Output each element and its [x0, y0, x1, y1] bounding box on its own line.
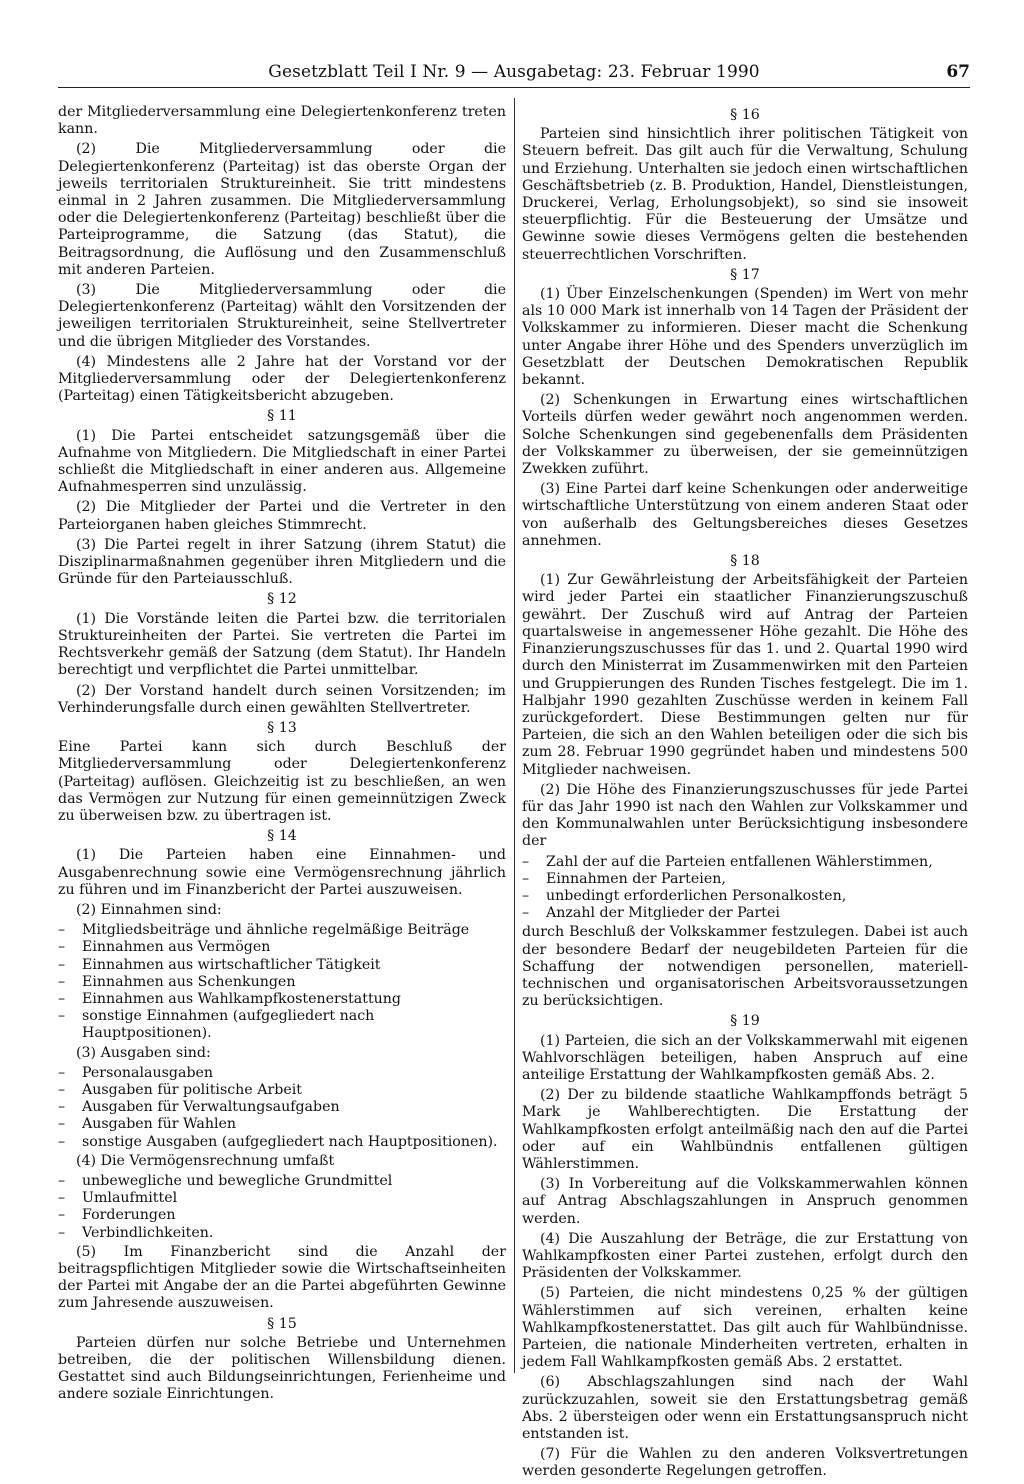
paragraph: (5) Parteien, die nicht mindestens 0,25 % der gültigen Wählerstimmen auf sich vereinen, erhalten keine Wahlkampfkostenerstattet. Das gilt auch für Wahlbündnisse. Parteien, die nationale Minderheiten vertreten, erhalten in jedem Fall Wahlkampfkosten gemäß Abs. 2 erstattet. — [522, 1285, 968, 1371]
column-divider — [514, 98, 515, 1373]
paragraph: (4) Die Auszahlung der Beträge, die zur Erstattung von Wahlkampfkosten einer Partei zustehen, erfolgt durch den Präsidenten der Volkskammer. — [522, 1230, 968, 1282]
list-item: – Personalausgaben — [58, 1065, 506, 1082]
assets-list — [58, 1173, 506, 1242]
list-item: – unbedingt erforderlichen Personalkosten, — [522, 888, 968, 905]
paragraph: (1) Parteien, die sich an der Volkskammerwahl mit eigenen Wahlvorschlägen beteiligen, haben Anspruch auf eine anteilige Erstattung der Wahlkampfkosten gemäß Abs. 2. — [522, 1032, 968, 1083]
list-item: – Forderungen — [58, 1207, 506, 1224]
list-item: – Einnahmen aus Vermögen — [58, 939, 506, 956]
paragraph: (2) Der Vorstand handelt durch seinen Vorsitzenden; im Verhinderungsfalle durch einen gewählten Stellvertreter. — [58, 682, 506, 716]
paragraph: Parteien dürfen nur solche Betriebe und Unternehmen betreiben, die der politischen Willensbildung dienen. Gestattet sind auch Bildungseinrichtungen, Ferienheime und andere soziale Einrichtungen. — [58, 1334, 506, 1403]
section-heading: § 17 — [730, 266, 760, 283]
paragraph: (1) Die Parteien haben eine Einnahmen- und Ausgabenrechnung sowie eine Vermögensrechnung jährlich zu führen und im Finanzbericht der Partei auszuweisen. — [58, 847, 506, 898]
paragraph: (1) Die Partei entscheidet satzungsgemäß über die Aufnahme von Mitgliedern. Die Mitgliedschaft in einer Partei schließt die Mitgliedschaft in einer anderen aus. Allgemeine Aufnahmesperren sind unzulässig. — [58, 427, 506, 496]
paragraph: (1) Über Einzelschenkungen (Spenden) im Wert von mehr als 10 000 Mark ist innerhalb von 14 Tagen der Präsident der Volkskammer zu informieren. Dieser macht die Schenkung unter Angabe ihrer Höhe und des Spenders unverzüglich im Gesetzblatt der Deutschen Demokratischen Republik bekannt. — [522, 286, 968, 389]
paragraph: (3) Die Partei regelt in ihrer Satzung (ihrem Statut) die Disziplinarmaßnahmen gegenüber ihren Mitgliedern und die Gründe für den Parteiausschluß. — [58, 536, 506, 588]
paragraph: (2) Schenkungen in Erwartung eines wirtschaftlichen Vorteils dürfen weder gewährt noch angenommen werden. Solche Schenkungen sind gegebenenfalls dem Präsidenten der Volkskammer zu überweisen, der sie gemeinnützigen Zwekken zuführt. — [522, 392, 968, 478]
right-column — [522, 104, 968, 1484]
list-intro: (4) Die Vermögensrechnung umfaßt — [76, 1152, 335, 1169]
list-item: – Ausgaben für Wahlen — [58, 1116, 506, 1133]
section-heading: § 18 — [730, 553, 760, 570]
section-heading: § 16 — [730, 107, 760, 123]
paragraph: der Mitgliederversammlung eine Delegiertenkonferenz treten kann. — [58, 104, 506, 138]
paragraph: (6) Abschlagszahlungen sind nach der Wahl zurückzuzahlen, soweit sie den Erstattungsbetrag gemäß Abs. 2 übersteigen oder wenn ein Erstattungsanspruch nicht entstanden ist. — [522, 1374, 968, 1443]
list-item: – Verbindlichkeiten. — [58, 1225, 506, 1242]
page-number: 67 — [946, 62, 970, 82]
list-item: – unbewegliche und bewegliche Grundmittel — [58, 1173, 506, 1190]
list-item: – Ausgaben für Verwaltungsaufgaben — [58, 1099, 506, 1116]
section-heading: § 12 — [267, 591, 297, 608]
list-intro: (3) Ausgaben sind: — [76, 1044, 211, 1061]
list-item: – Einnahmen aus wirtschaftlicher Tätigkeit — [58, 957, 506, 974]
criteria-list — [522, 854, 968, 923]
paragraph: (2) Die Mitglieder der Partei und die Vertreter in den Parteiorganen haben gleiches Stimmrecht. — [58, 499, 506, 533]
section-heading: § 19 — [730, 1013, 760, 1030]
section-heading: § 13 — [267, 719, 297, 736]
paragraph: (4) Mindestens alle 2 Jahre hat der Vorstand vor der Mitgliederversammlung oder der Delegiertenkonferenz (Parteitag) einen Tätigkeitsbericht abzugeben. — [58, 353, 506, 405]
paragraph: (2) Der zu bildende staatliche Wahlkampffonds beträgt 5 Mark je Wahlberechtigten. Die Erstattung der Wahlkampfkosten erfolgt anteilmäßig nach den auf die Partei oder auf ein Wahlbündnis entfallenen gültigen Wählerstimmen. — [522, 1087, 968, 1172]
section-heading: § 14 — [267, 828, 297, 845]
header-title: Gesetzblatt Teil I Nr. 9 — Ausgabetag: 23. Februar 1990 — [268, 62, 760, 82]
list-item: – Umlaufmittel — [58, 1190, 506, 1207]
list-item: – sonstige Ausgaben (aufgegliedert nach Hauptpositionen). — [58, 1134, 506, 1151]
paragraph: (3) Eine Partei darf keine Schenkungen oder anderweitige wirtschaftliche Unterstützung von einem anderen Staat oder von außerhalb des Geltungsbereiches dieses Gesetzes annehmen. — [522, 481, 968, 549]
list-intro: (2) Die Höhe des Finanzierungszuschusses für jede Partei für das Jahr 1990 ist nach den Wahlen zur Volkskammer und den Kommunalwahlen unter Berücksichtigung insbesondere der — [522, 781, 968, 850]
expense-list — [58, 1065, 506, 1151]
income-list — [58, 922, 506, 1042]
list-item: – Einnahmen aus Schenkungen — [58, 974, 506, 991]
paragraph: (1) Die Vorstände leiten die Partei bzw. die territorialen Struktureinheiten der Partei. Sie vertreten die Partei im Rechtsverkehr gemäß der Satzung (dem Statut). Ihr Handeln berechtigt und verpflichtet die Partei unmittelbar. — [58, 610, 506, 679]
list-item: – Anzahl der Mitglieder der Partei — [522, 905, 968, 922]
left-column — [58, 104, 506, 1407]
page-header — [58, 62, 970, 86]
list-item: – Einnahmen der Parteien, — [522, 871, 968, 888]
paragraph: (7) Für die Wahlen zu den anderen Volksvertretungen werden gesonderte Regelungen getroffen. — [522, 1446, 968, 1480]
paragraph: (1) Zur Gewährleistung der Arbeitsfähigkeit der Parteien wird jeder Partei ein staatlicher Finanzierungszuschuß gewährt. Der Zuschuß wird auf Antrag der Parteien quartalsweise in angemessener Höhe gezahlt. Die Höhe des Finanzierungszuschusses für das 1. und 2. Quartal 1990 wird durch den Ministerrat im Zusammenwirken mit den Parteien und Gruppierungen des Runden Tisches festgelegt. Die im 1. Halbjahr 1990 gezahlten Zuschüsse werden in keinem Fall zurückgefordert. Diese Bestimmungen gelten nur für Parteien, die sich an den Wahlen beteiligen oder die sich bis zum 28. Februar 1990 gegründet haben und mindestens 500 Mitglieder nachweisen. — [522, 572, 968, 778]
section-heading: § 15 — [267, 1315, 297, 1332]
list-item: – Zahl der auf die Parteien entfallenen Wählerstimmen, — [522, 854, 968, 871]
paragraph: (3) Die Mitgliederversammlung oder die Delegiertenkonferenz (Parteitag) wählt den Vorsitzenden der jeweiligen territorialen Struktureinheit, seine Stellvertreter und die übrigen Mitglieder des Vorstandes. — [58, 282, 506, 350]
paragraph: (2) Die Mitgliederversammlung oder die Delegiertenkonferenz (Parteitag) ist das oberste Organ der jeweils territorialen Struktureinheit. Sie tritt mindestens einmal in 2 Jahren zusammen. Die Mitgliederversammlung oder die Delegiertenkonferenz (Parteitag) beschließt über die Parteiprogramme, die Satzung (das Statut), die Beitragsordnung, die Auflösung und den Zusammenschluß mit anderen Parteien. — [58, 141, 506, 278]
list-item: – Mitgliedsbeiträge und ähnliche regelmäßige Beiträge — [58, 922, 506, 939]
section-heading: § 11 — [267, 408, 297, 425]
paragraph: (3) In Vorbereitung auf die Volkskammerwahlen können auf Antrag Abschlagszahlungen in Anspruch genommen werden. — [522, 1176, 968, 1227]
list-intro: (2) Einnahmen sind: — [76, 901, 222, 918]
header-rule — [58, 87, 970, 88]
list-item: – Einnahmen aus Wahlkampfkostenerstattung — [58, 991, 506, 1008]
list-item: – Ausgaben für politische Arbeit — [58, 1082, 506, 1099]
paragraph: Parteien sind hinsichtlich ihrer politischen Tätigkeit von Steuern befreit. Das gilt auch für die Verwaltung, Schulung und Erziehung. Unterhalten sie jedoch einen wirtschaftlichen Geschäftsbetrieb (z. B. Produktion, Handel, Dienstleistungen, Druckerei, Verlag, Erholungsobjekt), so sind sie insoweit steuerpflichtig. Für die Besteuerung der Umsätze und Gewinne sowie dieses Vermögens gelten die bestehenden steuerrechtlichen Vorschriften. — [522, 126, 968, 263]
list-item: – sonstige Einnahmen (aufgegliedert nach Hauptpositionen). — [58, 1008, 506, 1042]
paragraph: durch Beschluß der Volkskammer festzulegen. Dabei ist auch der besondere Bedarf der neugebildeten Parteien für die Schaffung der notwendigen personellen, materiell-technischen und organisatorischen Arbeitsvoraussetzungen zu berücksichtigen. — [522, 924, 968, 1010]
paragraph: Eine Partei kann sich durch Beschluß der Mitgliederversammlung oder Delegiertenkonferenz (Parteitag) auflösen. Gleichzeitig ist zu beschließen, an wen das Vermögen zur Nutzung für einen gemeinnützigen Zweck zu überweisen bzw. zu übertragen ist. — [58, 739, 506, 824]
paragraph: (5) Im Finanzbericht sind die Anzahl der beitragspflichtigen Mitglieder sowie die Wirtschaftseinheiten der Partei mit Angabe der an die Partei abgeführten Gewinne zum Jahresende auszuweisen. — [58, 1243, 506, 1312]
